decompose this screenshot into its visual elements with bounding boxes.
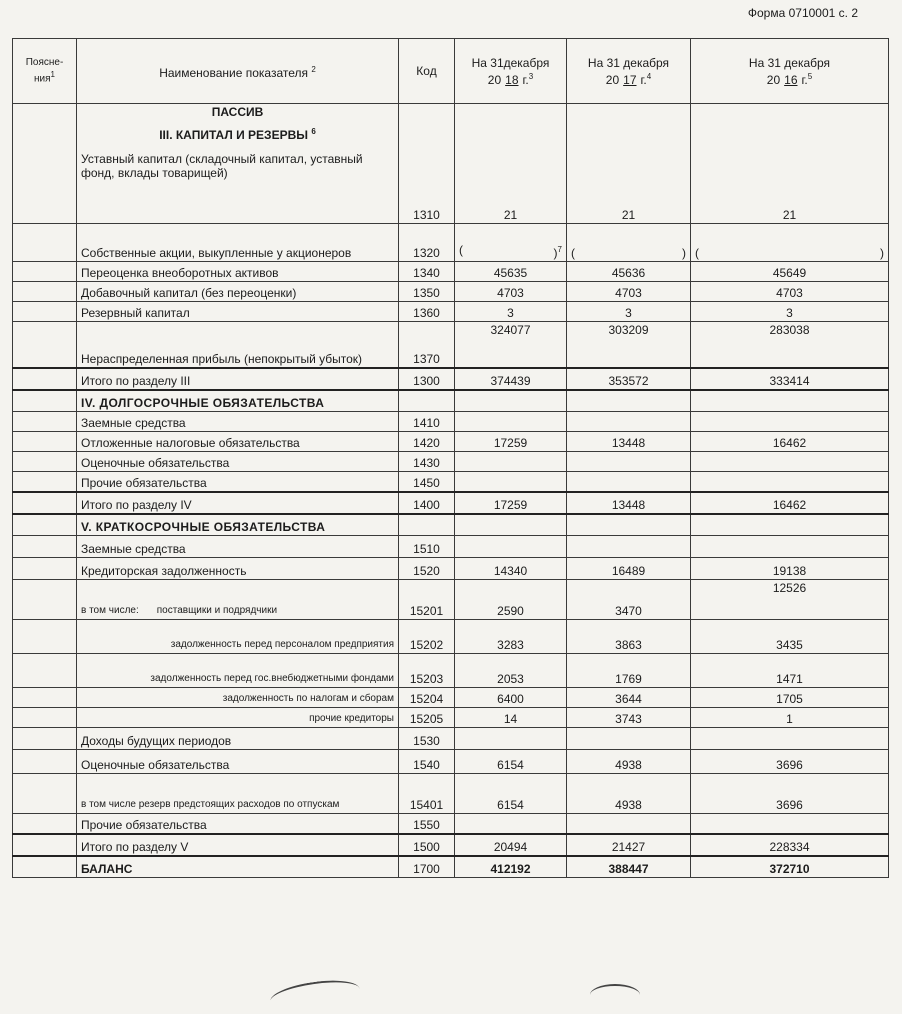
row-name: Кредиторская задолженность (77, 558, 399, 580)
header-explanations: Поясне-ния$^1$ (13, 39, 77, 104)
row-1310-name: Уставный капитал (складочный капитал, уставный фонд, вклады товарищей) (81, 152, 363, 180)
row-name: задолженность по налогам и сборам (77, 688, 399, 708)
expl-cell (13, 856, 77, 878)
expl-cell (13, 390, 77, 412)
row-value (567, 514, 691, 536)
row-value (691, 412, 889, 432)
row-name: Итого по разделу V (77, 834, 399, 856)
row-value: 16489 (567, 558, 691, 580)
table-row (13, 322, 889, 368)
row-value: 17259 (455, 492, 567, 514)
table-row (13, 814, 889, 834)
row-value: 45649 (691, 262, 889, 282)
row-value: 1769 (567, 654, 691, 688)
row-name: задолженность перед персоналом предприятия (77, 620, 399, 654)
row-name: Переоценка внеоборотных активов (77, 262, 399, 282)
row-name: Резервный капитал (77, 302, 399, 322)
expl-cell (13, 774, 77, 814)
row-value (455, 452, 567, 472)
row-name: Итого по разделу III (77, 368, 399, 390)
row-value: 228334 (691, 834, 889, 856)
row-code: 1530 (399, 728, 455, 750)
row-value: ( )$^7$ (455, 224, 567, 262)
table-row (13, 368, 889, 390)
row-value (455, 814, 567, 834)
table-row (13, 654, 889, 688)
row-value: 3283 (455, 620, 567, 654)
row-value: 4703 (567, 282, 691, 302)
row-value: 388447 (567, 856, 691, 878)
expl-cell (13, 750, 77, 774)
row-value: 333414 (691, 368, 889, 390)
balance-sheet-table (12, 38, 889, 878)
row-value: 13448 (567, 432, 691, 452)
row-name: задолженность перед гос.внебюджетными фондами (77, 654, 399, 688)
row-value (691, 452, 889, 472)
expl-cell (13, 708, 77, 728)
row-value: 1705 (691, 688, 889, 708)
expl-cell (13, 322, 77, 368)
table-row (13, 620, 889, 654)
row-value (567, 814, 691, 834)
row-code (399, 514, 455, 536)
row-value: 3696 (691, 774, 889, 814)
row-code: 15201 (399, 580, 455, 620)
table-row (13, 282, 889, 302)
row-value: 3696 (691, 750, 889, 774)
expl-cell (13, 834, 77, 856)
row-value: 372710 (691, 856, 889, 878)
row-value: 324077 (455, 322, 567, 368)
row-value: 45636 (567, 262, 691, 282)
row-value: 21 (691, 104, 889, 224)
header-col-2016: На 31 декабря 20 16 г.$^5$ (691, 39, 889, 104)
row-code: 15401 (399, 774, 455, 814)
row-code: 1540 (399, 750, 455, 774)
row-value: 16462 (691, 432, 889, 452)
row-value: 16462 (691, 492, 889, 514)
row-code: 1370 (399, 322, 455, 368)
row-code: 1310 (399, 104, 455, 224)
row-value: 21427 (567, 834, 691, 856)
row-value (691, 536, 889, 558)
row-code: 1550 (399, 814, 455, 834)
table-row (13, 536, 889, 558)
expl-cell (13, 558, 77, 580)
row-name: Оценочные обязательства (77, 750, 399, 774)
row-code (399, 390, 455, 412)
header-col-2017: На 31 декабря 20 17 г.$^4$ (567, 39, 691, 104)
table-row (13, 688, 889, 708)
row-value: 4703 (455, 282, 567, 302)
row-value: 4938 (567, 774, 691, 814)
table-row (13, 558, 889, 580)
row-value: 303209 (567, 322, 691, 368)
header-col-2018: На 31декабря 20 18 г.$^3$ (455, 39, 567, 104)
signature (269, 976, 362, 1014)
section4-title: IV. ДОЛГОСРОЧНЫЕ ОБЯЗАТЕЛЬСТВА (77, 390, 399, 412)
row-value: 21 (567, 104, 691, 224)
row-name: Нераспределенная прибыль (непокрытый убыток) (77, 322, 399, 368)
row-name: Собственные акции, выкупленные у акционеров (77, 224, 399, 262)
row-value (567, 452, 691, 472)
row-name: Добавочный капитал (без переоценки) (77, 282, 399, 302)
table-row (13, 432, 889, 452)
table-row (13, 580, 889, 620)
row-value (567, 536, 691, 558)
expl-cell (13, 472, 77, 492)
row-value: 6154 (455, 750, 567, 774)
form-label: Форма 0710001 с. 2 (747, 6, 858, 20)
row-code: 1320 (399, 224, 455, 262)
row-value: 3644 (567, 688, 691, 708)
passive-title: ПАССИВ (211, 105, 264, 119)
row-value: 3435 (691, 620, 889, 654)
section5-title: V. КРАТКОСРОЧНЫЕ ОБЯЗАТЕЛЬСТВА (77, 514, 399, 536)
row-value: 4703 (691, 282, 889, 302)
table-row (13, 412, 889, 432)
row-name: Прочие обязательства (77, 814, 399, 834)
row-code: 15203 (399, 654, 455, 688)
row-value: 3470 (567, 580, 691, 620)
table-row (13, 302, 889, 322)
row-name: Прочие обязательства (77, 472, 399, 492)
row-value: 2053 (455, 654, 567, 688)
row-value: 21 (455, 104, 567, 224)
row-value (691, 514, 889, 536)
row-name: БАЛАНС (77, 856, 399, 878)
row-name: Заемные средства (77, 536, 399, 558)
row-code: 15204 (399, 688, 455, 708)
expl-cell (13, 104, 77, 224)
row-name: в том числе: поставщики и подрядчики (77, 580, 399, 620)
expl-cell (13, 654, 77, 688)
expl-cell (13, 620, 77, 654)
expl-cell (13, 536, 77, 558)
row-value: 1 (691, 708, 889, 728)
table-row (13, 728, 889, 750)
table-row (13, 472, 889, 492)
row-value (691, 728, 889, 750)
row-value: 3 (691, 302, 889, 322)
row-name: Итого по разделу IV (77, 492, 399, 514)
row-value (567, 472, 691, 492)
row-value: 1471 (691, 654, 889, 688)
row-name: прочие кредиторы (77, 708, 399, 728)
row-value: 13448 (567, 492, 691, 514)
row-name: Доходы будущих периодов (77, 728, 399, 750)
row-value (455, 728, 567, 750)
table-row (13, 750, 889, 774)
table-row (13, 708, 889, 728)
header-row (13, 39, 889, 104)
row-name: Заемные средства (77, 412, 399, 432)
row-value: 3 (455, 302, 567, 322)
table-row (13, 104, 889, 224)
expl-cell (13, 432, 77, 452)
row-value (691, 472, 889, 492)
row-code: 1520 (399, 558, 455, 580)
row-value: ( ) (691, 224, 889, 262)
row-value (455, 390, 567, 412)
row-value: 20494 (455, 834, 567, 856)
row-value: 6154 (455, 774, 567, 814)
row-code: 1340 (399, 262, 455, 282)
expl-cell (13, 224, 77, 262)
row-value: 6400 (455, 688, 567, 708)
row-value: 12526 (691, 580, 889, 620)
row-value: 14340 (455, 558, 567, 580)
row-code: 1510 (399, 536, 455, 558)
row-value: 3863 (567, 620, 691, 654)
row-value (455, 412, 567, 432)
header-indicator: Наименование показателя $^2$ (77, 39, 399, 104)
row-code: 1360 (399, 302, 455, 322)
table-row (13, 262, 889, 282)
row-value: 412192 (455, 856, 567, 878)
table-row (13, 452, 889, 472)
row-name: в том числе резерв предстоящих расходов по отпускам (77, 774, 399, 814)
expl-cell (13, 452, 77, 472)
row-code: 15205 (399, 708, 455, 728)
row-value (567, 728, 691, 750)
row-value: 4938 (567, 750, 691, 774)
table-row (13, 492, 889, 514)
row-code: 1500 (399, 834, 455, 856)
expl-cell (13, 728, 77, 750)
expl-cell (13, 814, 77, 834)
expl-cell (13, 412, 77, 432)
row-name: Оценочные обязательства (77, 452, 399, 472)
row-code: 1410 (399, 412, 455, 432)
row-value (455, 536, 567, 558)
header-code: Код (399, 39, 455, 104)
row-name (77, 104, 399, 224)
section3-title: III. КАПИТАЛ И РЕЗЕРВЫ $^6$ (159, 127, 316, 142)
row-value (455, 472, 567, 492)
row-value: 374439 (455, 368, 567, 390)
row-value: 2590 (455, 580, 567, 620)
row-value (691, 814, 889, 834)
row-value: 17259 (455, 432, 567, 452)
expl-cell (13, 492, 77, 514)
table-row (13, 514, 889, 536)
row-value: 353572 (567, 368, 691, 390)
expl-cell (13, 282, 77, 302)
row-code: 1300 (399, 368, 455, 390)
row-code: 1700 (399, 856, 455, 878)
table-row (13, 834, 889, 856)
row-value: 19138 (691, 558, 889, 580)
table-row (13, 856, 889, 878)
row-code: 1420 (399, 432, 455, 452)
row-value: 45635 (455, 262, 567, 282)
expl-cell (13, 302, 77, 322)
row-code: 1400 (399, 492, 455, 514)
expl-cell (13, 368, 77, 390)
expl-cell (13, 580, 77, 620)
row-code: 1350 (399, 282, 455, 302)
row-value: 3 (567, 302, 691, 322)
row-value: 14 (455, 708, 567, 728)
row-value (691, 390, 889, 412)
signature (590, 984, 640, 1006)
row-name: Отложенные налоговые обязательства (77, 432, 399, 452)
row-value: 3743 (567, 708, 691, 728)
row-value: ( ) (567, 224, 691, 262)
expl-cell (13, 688, 77, 708)
expl-cell (13, 514, 77, 536)
table-row (13, 774, 889, 814)
row-code: 1430 (399, 452, 455, 472)
expl-cell (13, 262, 77, 282)
table-row (13, 224, 889, 262)
row-code: 1450 (399, 472, 455, 492)
row-value: 283038 (691, 322, 889, 368)
row-value (567, 412, 691, 432)
row-value (455, 514, 567, 536)
row-value (567, 390, 691, 412)
table-row (13, 390, 889, 412)
row-code: 15202 (399, 620, 455, 654)
